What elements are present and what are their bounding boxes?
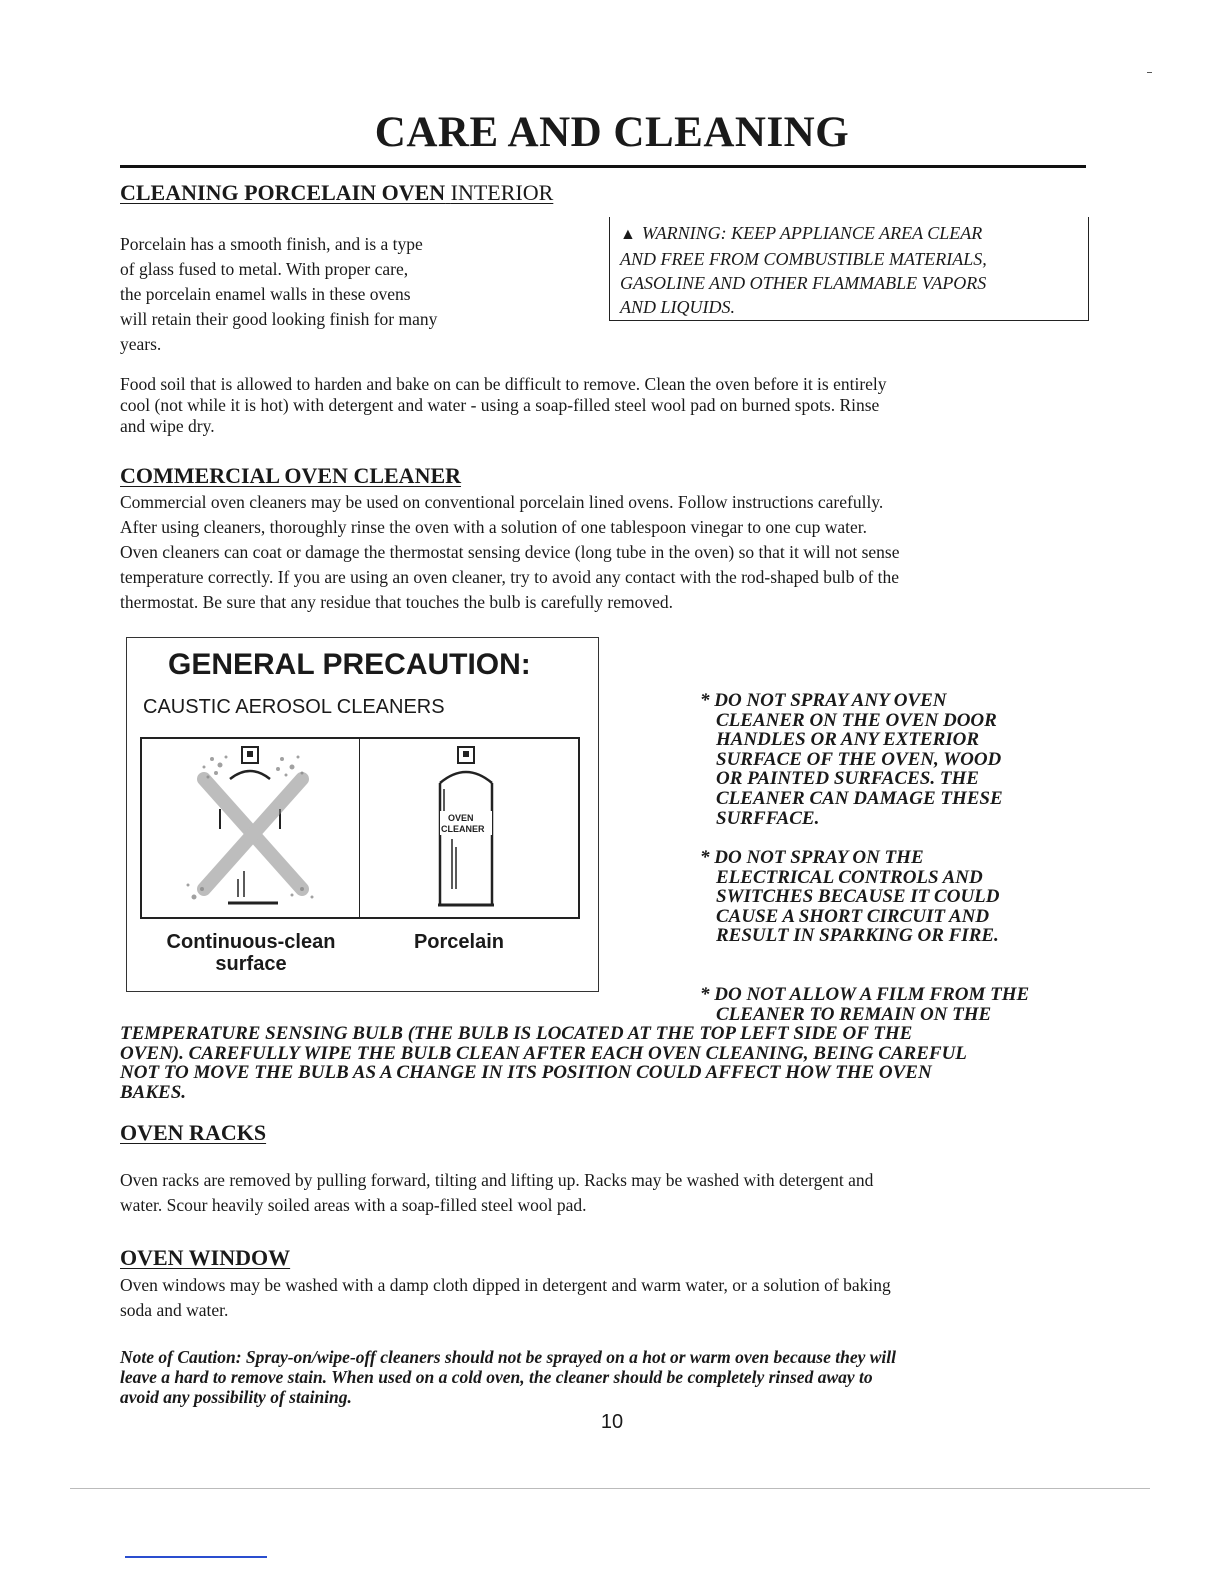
note-line: leave a hard to remove stain. When used on a cold oven, the cleaner should be completely rinsed away to <box>120 1367 873 1387</box>
bullet-line: NOT TO MOVE THE BULB AS A CHANGE IN ITS POSITION COULD AFFECT HOW THE OVEN <box>120 1062 932 1084</box>
text-line: the porcelain enamel walls in these ovens <box>120 284 411 304</box>
food-soil-paragraph <box>120 374 1100 437</box>
note-of-caution <box>120 1347 1090 1407</box>
general-precaution-box <box>126 637 599 992</box>
text-line: water. Scour heavily soiled areas with a soap-filled steel wool pad. <box>120 1195 587 1215</box>
note-line: avoid any possibility of staining. <box>120 1387 352 1407</box>
precaution-title: GENERAL PRECAUTION: <box>168 648 531 681</box>
section-heading-oven-racks: OVEN RACKS <box>120 1120 267 1145</box>
caption-porcelain <box>359 931 559 953</box>
text-line: Oven racks are removed by pulling forward, tilting and lifting up. Racks may be washed with detergent and <box>120 1170 874 1190</box>
text-line: Commercial oven cleaners may be used on conventional porcelain lined ovens. Follow instructions carefully. <box>120 492 884 512</box>
can-label-cleaner: CLEANER <box>441 824 485 834</box>
oven-window-paragraph <box>120 1273 1100 1323</box>
oven-racks-paragraph <box>120 1168 1100 1218</box>
bullet-film-continuation <box>120 1024 967 1102</box>
section-heading-porcelain <box>120 180 553 206</box>
note-line: Note of Caution: Spray-on/wipe-off cleaners should not be sprayed on a hot or warm oven because they will <box>120 1347 897 1367</box>
scan-artifact-line <box>70 1488 1150 1489</box>
page-number: 10 <box>600 1411 624 1433</box>
bullet-line: CLEANER CAN DAMAGE THESE <box>716 787 1003 809</box>
bullet-line: ELECTRICAL CONTROLS AND <box>716 866 983 888</box>
warning-line: AND LIQUIDS. <box>620 297 735 317</box>
bullet-line: CLEANER ON THE OVEN DOOR <box>716 709 997 731</box>
text-line: Oven cleaners can coat or damage the thermostat sensing device (long tube in the oven) so that it will not sense <box>120 542 900 562</box>
commercial-cleaner-paragraph <box>120 490 1100 615</box>
bullet-line: CAUSE A SHORT CIRCUIT AND <box>716 905 990 927</box>
text-line: After using cleaners, thoroughly rinse the oven with a solution of one tablespoon vinegar to one cup water. <box>120 517 867 537</box>
caption-line: Porcelain <box>413 931 505 953</box>
scan-artifact-dash <box>1147 72 1152 73</box>
text-line: cool (not while it is hot) with detergent and water - using a soap-filled steel wool pad on burned spots. Rinse <box>120 395 880 415</box>
bullet-line: SURFFACE. <box>716 807 820 829</box>
bullet-line: TEMPERATURE SENSING BULB (THE BULB IS LOCATED AT THE TOP LEFT SIDE OF THE <box>120 1023 913 1044</box>
section-heading-oven-window: OVEN WINDOW <box>120 1245 291 1270</box>
text-line: temperature correctly. If you are using an oven cleaner, try to avoid any contact with the rod-shaped bulb of the <box>120 567 900 587</box>
warning-triangle-icon: ▲ <box>620 226 636 243</box>
text-line: of glass fused to metal. With proper care, <box>120 259 409 279</box>
heading-rest-part: INTERIOR <box>450 180 554 205</box>
caption-line: surface <box>215 953 287 975</box>
bullet-line: SURFACE OF THE OVEN, WOOD <box>716 748 1002 770</box>
text-line: thermostat. Be sure that any residue that touches the bulb is carefully removed. <box>120 592 674 612</box>
scan-artifact-blue-line <box>125 1556 267 1558</box>
text-line: Porcelain has a smooth finish, and is a type <box>120 234 423 254</box>
text-line: will retain their good looking finish for many <box>120 309 438 329</box>
text-line: years. <box>120 334 162 354</box>
text-line: Oven windows may be washed with a damp cloth dipped in detergent and warm water, or a solution of baking <box>120 1275 891 1295</box>
warning-box <box>609 217 1089 321</box>
caption-line: Continuous-clean <box>166 931 336 953</box>
bullet-do-not-allow-film <box>700 985 1029 1024</box>
heading-bold-part: CLEANING PORCELAIN OVEN <box>120 180 446 205</box>
warning-line: GASOLINE AND OTHER FLAMMABLE VAPORS <box>620 273 987 293</box>
bullet-line: SWITCHES BECAUSE IT COULD <box>716 886 1000 908</box>
warning-line: AND FREE FROM COMBUSTIBLE MATERIALS, <box>620 249 987 269</box>
bullet-line: * DO NOT SPRAY ANY OVEN <box>700 690 947 711</box>
can-label-oven: OVEN <box>448 813 474 823</box>
porcelain-intro <box>120 232 540 357</box>
porcelain-panel <box>359 737 580 919</box>
text-line: and wipe dry. <box>120 416 215 436</box>
precaution-subtitle: CAUSTIC AEROSOL CLEANERS <box>143 696 445 718</box>
oven-cleaner-spray-can-icon <box>360 739 577 917</box>
bullet-do-not-spray-exterior <box>700 691 1003 828</box>
bullet-line: * DO NOT ALLOW A FILM FROM THE <box>700 984 1030 1005</box>
warning-line <box>620 221 1078 247</box>
bullet-line: OR PAINTED SURFACES. THE <box>716 768 979 790</box>
text-line: soda and water. <box>120 1300 229 1320</box>
title-divider <box>120 165 1086 168</box>
bullet-line: OVEN). CAREFULLY WIPE THE BULB CLEAN AFTER EACH OVEN CLEANING, BEING CAREFUL <box>120 1042 967 1064</box>
section-heading-commercial-cleaner: COMMERCIAL OVEN CLEANER <box>120 463 462 488</box>
bullet-line: CLEANER TO REMAIN ON THE <box>716 1003 992 1025</box>
continuous-clean-panel <box>140 737 360 919</box>
crossed-out-spray-can-icon <box>142 739 358 917</box>
page-title: CARE AND CLEANING <box>374 109 850 156</box>
bullet-do-not-spray-controls <box>700 848 1000 946</box>
bullet-line: * DO NOT SPRAY ON THE <box>700 847 924 868</box>
bullet-line: HANDLES OR ANY EXTERIOR <box>716 729 980 751</box>
bullet-line: BAKES. <box>120 1081 187 1103</box>
text-line: Food soil that is allowed to harden and bake on can be difficult to remove. Clean the oven before it is entirely <box>120 374 887 394</box>
bullet-line: RESULT IN SPARKING OR FIRE. <box>716 925 999 947</box>
caption-continuous-clean <box>140 931 362 975</box>
warning-text: WARNING: KEEP APPLIANCE AREA CLEAR <box>641 223 983 243</box>
